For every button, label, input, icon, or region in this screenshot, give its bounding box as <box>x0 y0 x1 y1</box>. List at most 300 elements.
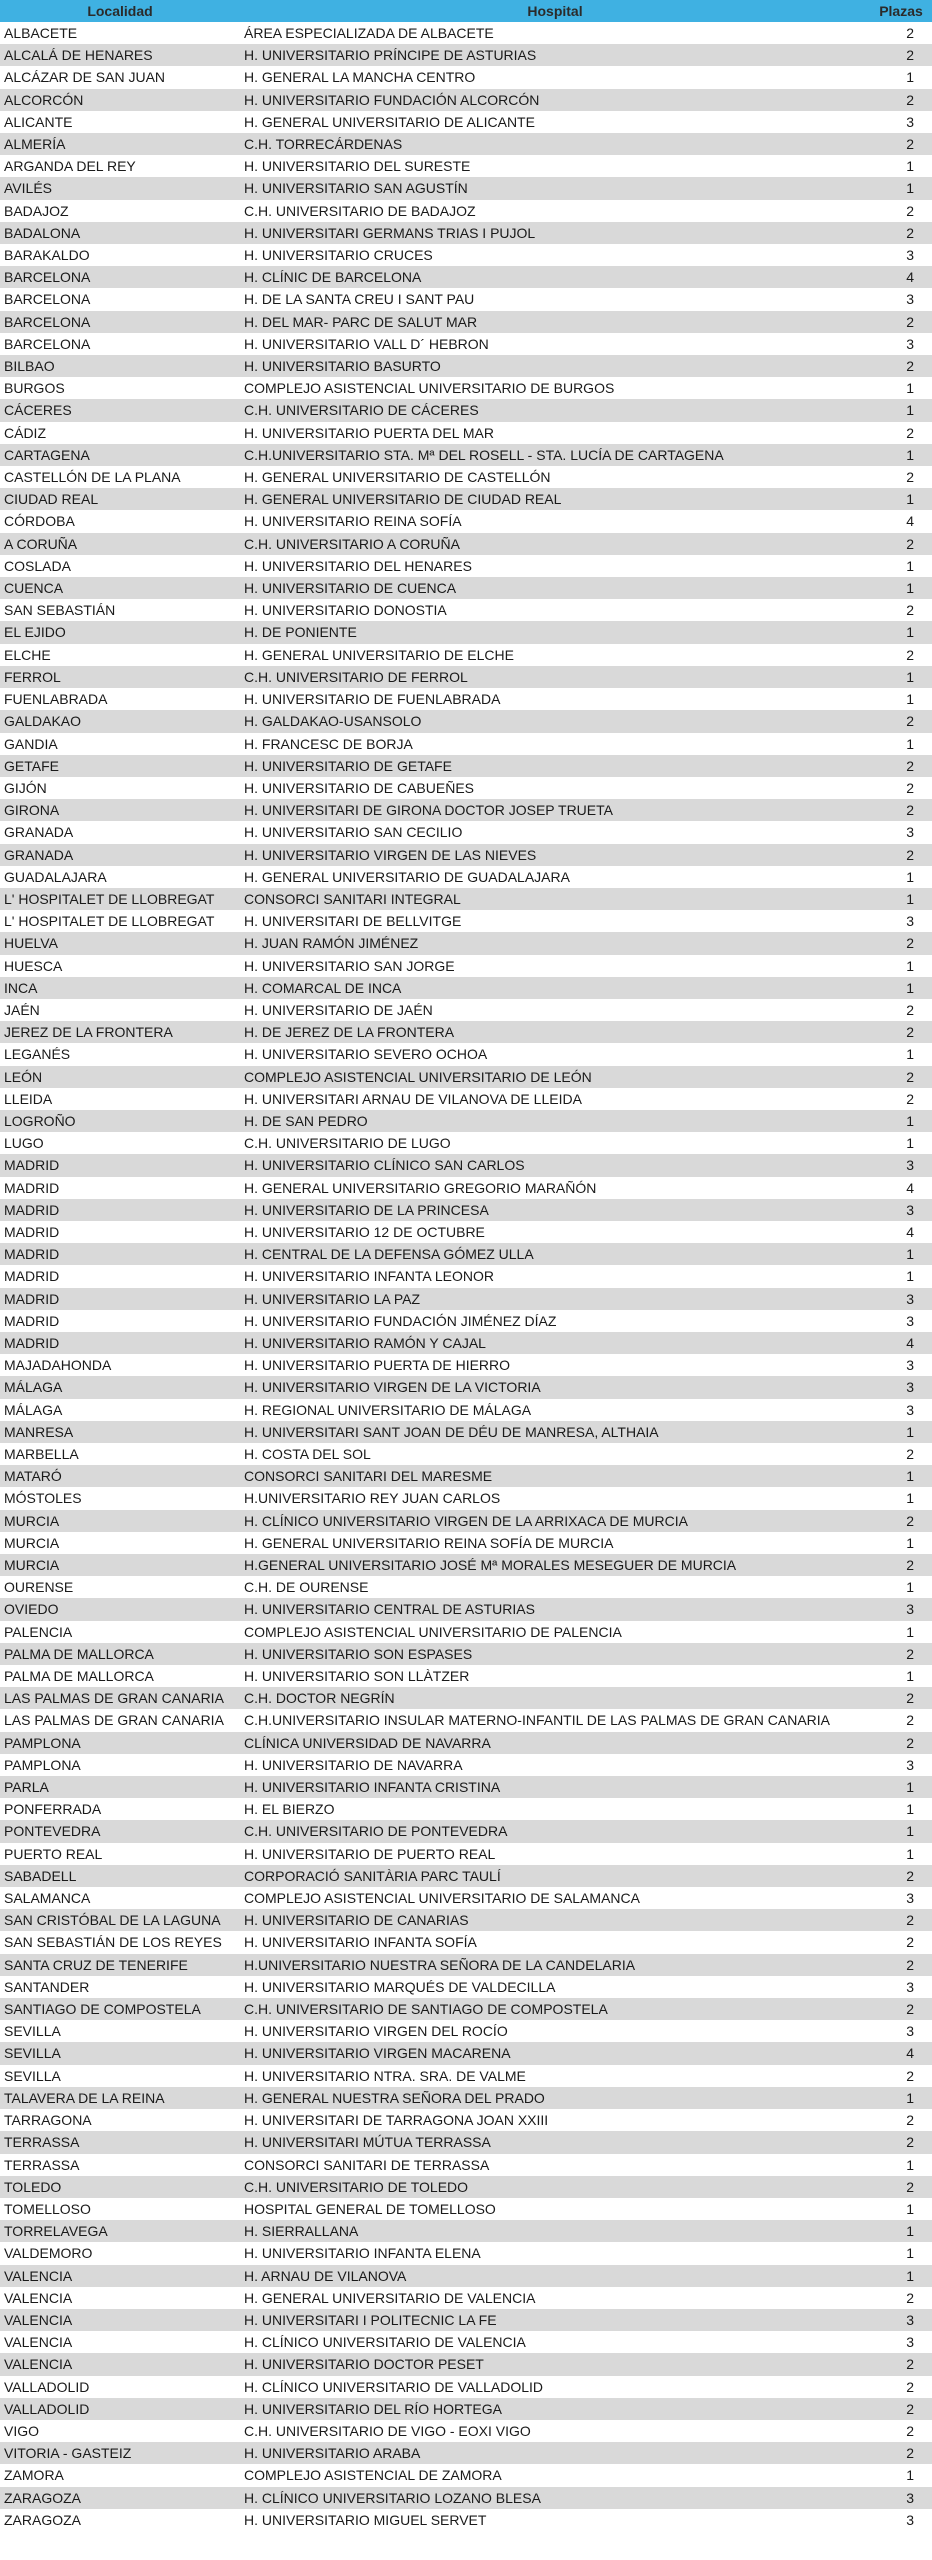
cell-hospital: CORPORACIÓ SANITÀRIA PARC TAULÍ <box>240 1865 870 1887</box>
cell-plazas: 4 <box>870 2042 932 2064</box>
table-row <box>0 2154 932 2176</box>
cell-hospital: H. GENERAL UNIVERSITARIO GREGORIO MARAÑÓN <box>240 1177 870 1199</box>
cell-plazas: 1 <box>870 377 932 399</box>
cell-hospital: HOSPITAL GENERAL DE TOMELLOSO <box>240 2198 870 2220</box>
cell-localidad: SANTA CRUZ DE TENERIFE <box>0 1954 240 1976</box>
cell-plazas: 3 <box>870 2487 932 2509</box>
table-row <box>0 177 932 199</box>
cell-localidad: HUESCA <box>0 955 240 977</box>
table-row <box>0 1576 932 1598</box>
cell-plazas: 1 <box>870 666 932 688</box>
cell-hospital: COMPLEJO ASISTENCIAL UNIVERSITARIO DE SALAMANCA <box>240 1887 870 1909</box>
table-body <box>0 22 932 2531</box>
cell-plazas: 1 <box>870 155 932 177</box>
cell-hospital: H. CLÍNICO UNIVERSITARIO DE VALLADOLID <box>240 2376 870 2398</box>
cell-localidad: MURCIA <box>0 1532 240 1554</box>
table-row <box>0 577 932 599</box>
cell-hospital: H. DE LA SANTA CREU I SANT PAU <box>240 288 870 310</box>
cell-hospital: C.H. UNIVERSITARIO DE PONTEVEDRA <box>240 1820 870 1842</box>
cell-plazas: 4 <box>870 1177 932 1199</box>
header-row <box>0 0 932 22</box>
table-row <box>0 799 932 821</box>
cell-plazas: 2 <box>870 2287 932 2309</box>
table-row <box>0 111 932 133</box>
cell-hospital: H. UNIVERSITARIO SON LLÀTZER <box>240 1665 870 1687</box>
cell-localidad: GUADALAJARA <box>0 866 240 888</box>
cell-plazas: 1 <box>870 866 932 888</box>
cell-plazas: 2 <box>870 1732 932 1754</box>
cell-plazas: 2 <box>870 599 932 621</box>
cell-plazas: 1 <box>870 1576 932 1598</box>
cell-plazas: 2 <box>870 1554 932 1576</box>
cell-localidad: TOLEDO <box>0 2176 240 2198</box>
cell-hospital: H.UNIVERSITARIO NUESTRA SEÑORA DE LA CANDELARIA <box>240 1954 870 1976</box>
cell-hospital: COMPLEJO ASISTENCIAL DE ZAMORA <box>240 2464 870 2486</box>
cell-plazas: 2 <box>870 755 932 777</box>
cell-hospital: COMPLEJO ASISTENCIAL UNIVERSITARIO DE LEÓN <box>240 1066 870 1088</box>
cell-plazas: 3 <box>870 111 932 133</box>
cell-localidad: MADRID <box>0 1199 240 1221</box>
cell-plazas: 2 <box>870 2442 932 2464</box>
table-row <box>0 2331 932 2353</box>
cell-hospital: H. UNIVERSITARIO DEL SURESTE <box>240 155 870 177</box>
table-row <box>0 2131 932 2153</box>
table-row <box>0 1332 932 1354</box>
cell-plazas: 1 <box>870 2242 932 2264</box>
cell-hospital: H. UNIVERSITARIO DE CUENCA <box>240 577 870 599</box>
table-row <box>0 1665 932 1687</box>
cell-localidad: PALMA DE MALLORCA <box>0 1643 240 1665</box>
cell-plazas: 1 <box>870 2265 932 2287</box>
cell-hospital: COMPLEJO ASISTENCIAL UNIVERSITARIO DE BURGOS <box>240 377 870 399</box>
cell-plazas: 1 <box>870 1621 932 1643</box>
cell-plazas: 2 <box>870 1998 932 2020</box>
cell-hospital: CONSORCI SANITARI INTEGRAL <box>240 888 870 910</box>
table-row <box>0 1310 932 1332</box>
cell-hospital: H.UNIVERSITARIO REY JUAN CARLOS <box>240 1487 870 1509</box>
cell-plazas: 2 <box>870 1687 932 1709</box>
table-row <box>0 2087 932 2109</box>
cell-localidad: GALDAKAO <box>0 710 240 732</box>
table-row <box>0 888 932 910</box>
cell-localidad: ALBACETE <box>0 22 240 44</box>
cell-plazas: 2 <box>870 2353 932 2375</box>
table-row <box>0 1132 932 1154</box>
cell-localidad: ELCHE <box>0 644 240 666</box>
cell-hospital: H. FRANCESC DE BORJA <box>240 733 870 755</box>
cell-plazas: 2 <box>870 2376 932 2398</box>
table-row <box>0 89 932 111</box>
cell-plazas: 1 <box>870 1798 932 1820</box>
cell-hospital: H. GENERAL UNIVERSITARIO DE CASTELLÓN <box>240 466 870 488</box>
cell-localidad: GIJÓN <box>0 777 240 799</box>
table-row <box>0 1043 932 1065</box>
table-row <box>0 1154 932 1176</box>
table-row <box>0 1177 932 1199</box>
cell-hospital: H. UNIVERSITARI MÚTUA TERRASSA <box>240 2131 870 2153</box>
cell-hospital: C.H.UNIVERSITARIO STA. Mª DEL ROSELL - STA. LUCÍA DE CARTAGENA <box>240 444 870 466</box>
table-row <box>0 1976 932 1998</box>
cell-localidad: PARLA <box>0 1776 240 1798</box>
cell-localidad: SANTIAGO DE COMPOSTELA <box>0 1998 240 2020</box>
cell-localidad: AVILÉS <box>0 177 240 199</box>
cell-plazas: 1 <box>870 1421 932 1443</box>
cell-hospital: H. UNIVERSITARIO LA PAZ <box>240 1288 870 1310</box>
table-row <box>0 2398 932 2420</box>
cell-plazas: 2 <box>870 1643 932 1665</box>
table-row <box>0 1221 932 1243</box>
table-row <box>0 755 932 777</box>
cell-plazas: 2 <box>870 2065 932 2087</box>
table-row <box>0 2065 932 2087</box>
cell-plazas: 2 <box>870 1088 932 1110</box>
table-row <box>0 555 932 577</box>
cell-plazas: 2 <box>870 999 932 1021</box>
table-row <box>0 1110 932 1132</box>
table-row <box>0 1554 932 1576</box>
table-row <box>0 1820 932 1842</box>
cell-hospital: ÁREA ESPECIALIZADA DE ALBACETE <box>240 22 870 44</box>
cell-hospital: H. UNIVERSITARI ARNAU DE VILANOVA DE LLEIDA <box>240 1088 870 1110</box>
cell-localidad: BARCELONA <box>0 311 240 333</box>
cell-hospital: H. CLÍNICO UNIVERSITARIO LOZANO BLESA <box>240 2487 870 2509</box>
table-row <box>0 44 932 66</box>
cell-localidad: TERRASSA <box>0 2131 240 2153</box>
table-row <box>0 488 932 510</box>
table-row <box>0 399 932 421</box>
cell-hospital: H. GENERAL UNIVERSITARIO REINA SOFÍA DE MURCIA <box>240 1532 870 1554</box>
cell-hospital: C.H. UNIVERSITARIO DE TOLEDO <box>240 2176 870 2198</box>
cell-hospital: H. UNIVERSITARIO CRUCES <box>240 244 870 266</box>
table-row <box>0 1843 932 1865</box>
cell-plazas: 2 <box>870 89 932 111</box>
cell-localidad: SEVILLA <box>0 2065 240 2087</box>
cell-localidad: LOGROÑO <box>0 1110 240 1132</box>
cell-hospital: H. UNIVERSITARIO VALL D´ HEBRON <box>240 333 870 355</box>
table-row <box>0 733 932 755</box>
cell-plazas: 3 <box>870 2331 932 2353</box>
cell-hospital: H. UNIVERSITARIO FUNDACIÓN ALCORCÓN <box>240 89 870 111</box>
cell-localidad: BURGOS <box>0 377 240 399</box>
cell-hospital: H. GENERAL UNIVERSITARIO DE GUADALAJARA <box>240 866 870 888</box>
cell-plazas: 2 <box>870 222 932 244</box>
cell-hospital: H. UNIVERSITARIO DE CANARIAS <box>240 1909 870 1931</box>
cell-plazas: 1 <box>870 177 932 199</box>
cell-localidad: TALAVERA DE LA REINA <box>0 2087 240 2109</box>
cell-plazas: 2 <box>870 133 932 155</box>
cell-localidad: COSLADA <box>0 555 240 577</box>
cell-localidad: VALENCIA <box>0 2287 240 2309</box>
cell-hospital: H. UNIVERSITARIO FUNDACIÓN JIMÉNEZ DÍAZ <box>240 1310 870 1332</box>
cell-plazas: 3 <box>870 1754 932 1776</box>
cell-plazas: 3 <box>870 288 932 310</box>
cell-hospital: H. REGIONAL UNIVERSITARIO DE MÁLAGA <box>240 1399 870 1421</box>
cell-localidad: EL EJIDO <box>0 621 240 643</box>
table-row <box>0 1931 932 1953</box>
table-row <box>0 1709 932 1731</box>
cell-hospital: H. UNIVERSITARIO DE CABUEÑES <box>240 777 870 799</box>
cell-hospital: H. UNIVERSITARIO SAN CECILIO <box>240 821 870 843</box>
cell-hospital: H. DE JEREZ DE LA FRONTERA <box>240 1021 870 1043</box>
cell-localidad: PUERTO REAL <box>0 1843 240 1865</box>
cell-hospital: H. UNIVERSITARIO DEL RÍO HORTEGA <box>240 2398 870 2420</box>
cell-localidad: GRANADA <box>0 821 240 843</box>
cell-plazas: 1 <box>870 688 932 710</box>
cell-localidad: ZARAGOZA <box>0 2509 240 2531</box>
cell-plazas: 3 <box>870 333 932 355</box>
table-row <box>0 2242 932 2264</box>
cell-plazas: 2 <box>870 777 932 799</box>
table-row <box>0 1421 932 1443</box>
cell-hospital: H. UNIVERSITARIO MIGUEL SERVET <box>240 2509 870 2531</box>
cell-plazas: 1 <box>870 488 932 510</box>
cell-hospital: H. UNIVERSITARIO SAN JORGE <box>240 955 870 977</box>
table-row <box>0 200 932 222</box>
table-row <box>0 1687 932 1709</box>
cell-localidad: TERRASSA <box>0 2154 240 2176</box>
cell-localidad: LEÓN <box>0 1066 240 1088</box>
cell-plazas: 1 <box>870 1465 932 1487</box>
cell-localidad: SEVILLA <box>0 2020 240 2042</box>
cell-localidad: BILBAO <box>0 355 240 377</box>
cell-hospital: H. UNIVERSITARIO DE GETAFE <box>240 755 870 777</box>
cell-plazas: 2 <box>870 1931 932 1953</box>
cell-plazas: 2 <box>870 466 932 488</box>
cell-plazas: 1 <box>870 1820 932 1842</box>
cell-localidad: JAÉN <box>0 999 240 1021</box>
table-row <box>0 1865 932 1887</box>
cell-localidad: SAN SEBASTIÁN <box>0 599 240 621</box>
cell-localidad: SABADELL <box>0 1865 240 1887</box>
cell-plazas: 4 <box>870 1332 932 1354</box>
cell-hospital: H.GENERAL UNIVERSITARIO JOSÉ Mª MORALES MESEGUER DE MURCIA <box>240 1554 870 1576</box>
cell-localidad: VALENCIA <box>0 2331 240 2353</box>
table-row <box>0 688 932 710</box>
table-row <box>0 288 932 310</box>
cell-hospital: H. GENERAL UNIVERSITARIO DE VALENCIA <box>240 2287 870 2309</box>
cell-plazas: 1 <box>870 1532 932 1554</box>
cell-localidad: GRANADA <box>0 844 240 866</box>
cell-localidad: MURCIA <box>0 1510 240 1532</box>
table-row <box>0 133 932 155</box>
cell-plazas: 1 <box>870 66 932 88</box>
header-plazas: Plazas <box>870 0 932 22</box>
table-row <box>0 955 932 977</box>
table-row <box>0 510 932 532</box>
cell-hospital: H. COSTA DEL SOL <box>240 1443 870 1465</box>
table-row <box>0 2309 932 2331</box>
cell-hospital: H. UNIVERSITARIO PRÍNCIPE DE ASTURIAS <box>240 44 870 66</box>
cell-localidad: MÁLAGA <box>0 1376 240 1398</box>
cell-localidad: MÓSTOLES <box>0 1487 240 1509</box>
cell-plazas: 1 <box>870 1243 932 1265</box>
cell-localidad: L' HOSPITALET DE LLOBREGAT <box>0 910 240 932</box>
cell-hospital: H. UNIVERSITARIO RAMÓN Y CAJAL <box>240 1332 870 1354</box>
table-row <box>0 2042 932 2064</box>
cell-plazas: 2 <box>870 1066 932 1088</box>
cell-plazas: 2 <box>870 355 932 377</box>
cell-plazas: 1 <box>870 444 932 466</box>
cell-plazas: 1 <box>870 955 932 977</box>
cell-hospital: H. UNIVERSITARI DE TARRAGONA JOAN XXIII <box>240 2109 870 2131</box>
cell-plazas: 2 <box>870 533 932 555</box>
cell-plazas: 3 <box>870 1598 932 1620</box>
cell-hospital: H. UNIVERSITARIO MARQUÉS DE VALDECILLA <box>240 1976 870 1998</box>
table-row <box>0 1288 932 1310</box>
cell-plazas: 2 <box>870 932 932 954</box>
cell-localidad: MADRID <box>0 1243 240 1265</box>
cell-plazas: 2 <box>870 2176 932 2198</box>
cell-hospital: H. UNIVERSITARIO CENTRAL DE ASTURIAS <box>240 1598 870 1620</box>
cell-localidad: ALMERÍA <box>0 133 240 155</box>
table-row <box>0 999 932 1021</box>
cell-hospital: H. SIERRALLANA <box>240 2220 870 2242</box>
cell-hospital: C.H. UNIVERSITARIO DE SANTIAGO DE COMPOSTELA <box>240 1998 870 2020</box>
table-row <box>0 266 932 288</box>
cell-plazas: 1 <box>870 555 932 577</box>
table-row <box>0 533 932 555</box>
cell-localidad: BARCELONA <box>0 288 240 310</box>
cell-plazas: 4 <box>870 1221 932 1243</box>
cell-localidad: L' HOSPITALET DE LLOBREGAT <box>0 888 240 910</box>
cell-localidad: VIGO <box>0 2420 240 2442</box>
cell-hospital: C.H. UNIVERSITARIO DE FERROL <box>240 666 870 688</box>
cell-plazas: 3 <box>870 2020 932 2042</box>
cell-localidad: JEREZ DE LA FRONTERA <box>0 1021 240 1043</box>
cell-localidad: MADRID <box>0 1288 240 1310</box>
table-row <box>0 422 932 444</box>
table-row <box>0 222 932 244</box>
table-row <box>0 355 932 377</box>
cell-localidad: MÁLAGA <box>0 1399 240 1421</box>
cell-hospital: H. UNIVERSITARIO DONOSTIA <box>240 599 870 621</box>
cell-plazas: 1 <box>870 399 932 421</box>
cell-localidad: BARCELONA <box>0 333 240 355</box>
cell-localidad: ZARAGOZA <box>0 2487 240 2509</box>
cell-localidad: MADRID <box>0 1310 240 1332</box>
cell-localidad: VALENCIA <box>0 2353 240 2375</box>
cell-localidad: ARGANDA DEL REY <box>0 155 240 177</box>
table-row <box>0 1510 932 1532</box>
table-row <box>0 2020 932 2042</box>
cell-hospital: H. UNIVERSITARI SANT JOAN DE DÉU DE MANRESA, ALTHAIA <box>240 1421 870 1443</box>
cell-localidad: CARTAGENA <box>0 444 240 466</box>
cell-plazas: 3 <box>870 1376 932 1398</box>
cell-plazas: 1 <box>870 977 932 999</box>
cell-localidad: BARAKALDO <box>0 244 240 266</box>
table-row <box>0 1998 932 2020</box>
table-row <box>0 932 932 954</box>
cell-hospital: H. UNIVERSITARI GERMANS TRIAS I PUJOL <box>240 222 870 244</box>
cell-hospital: C.H. DOCTOR NEGRÍN <box>240 1687 870 1709</box>
cell-localidad: ALCALÁ DE HENARES <box>0 44 240 66</box>
cell-localidad: VITORIA - GASTEIZ <box>0 2442 240 2464</box>
cell-plazas: 1 <box>870 2220 932 2242</box>
cell-plazas: 1 <box>870 577 932 599</box>
cell-hospital: H. UNIVERSITARIO DE NAVARRA <box>240 1754 870 1776</box>
cell-hospital: C.H. TORRECÁRDENAS <box>240 133 870 155</box>
cell-localidad: A CORUÑA <box>0 533 240 555</box>
cell-hospital: H. GALDAKAO-USANSOLO <box>240 710 870 732</box>
cell-plazas: 2 <box>870 1954 932 1976</box>
cell-hospital: H. UNIVERSITARIO NTRA. SRA. DE VALME <box>240 2065 870 2087</box>
cell-plazas: 2 <box>870 1021 932 1043</box>
cell-plazas: 3 <box>870 1154 932 1176</box>
cell-plazas: 2 <box>870 44 932 66</box>
cell-localidad: SAN CRISTÓBAL DE LA LAGUNA <box>0 1909 240 1931</box>
cell-localidad: OURENSE <box>0 1576 240 1598</box>
table-row <box>0 2376 932 2398</box>
cell-localidad: MANRESA <box>0 1421 240 1443</box>
table-row <box>0 821 932 843</box>
cell-localidad: VALENCIA <box>0 2309 240 2331</box>
cell-plazas: 2 <box>870 311 932 333</box>
cell-hospital: H. CLÍNICO UNIVERSITARIO DE VALENCIA <box>240 2331 870 2353</box>
table-row <box>0 1354 932 1376</box>
cell-plazas: 3 <box>870 1310 932 1332</box>
cell-localidad: PAMPLONA <box>0 1732 240 1754</box>
table-row <box>0 1399 932 1421</box>
table-row <box>0 2464 932 2486</box>
table-row <box>0 2353 932 2375</box>
table-row <box>0 244 932 266</box>
cell-localidad: LEGANÉS <box>0 1043 240 1065</box>
cell-localidad: SAN SEBASTIÁN DE LOS REYES <box>0 1931 240 1953</box>
header-hospital: Hospital <box>240 0 870 22</box>
cell-localidad: CÁDIZ <box>0 422 240 444</box>
cell-hospital: CONSORCI SANITARI DEL MARESME <box>240 1465 870 1487</box>
cell-localidad: PALMA DE MALLORCA <box>0 1665 240 1687</box>
cell-hospital: C.H. UNIVERSITARIO DE BADAJOZ <box>240 200 870 222</box>
table-row <box>0 22 932 44</box>
cell-plazas: 1 <box>870 1043 932 1065</box>
table-row <box>0 1887 932 1909</box>
table-row <box>0 1798 932 1820</box>
table-row <box>0 377 932 399</box>
cell-localidad: TORRELAVEGA <box>0 2220 240 2242</box>
cell-plazas: 2 <box>870 2398 932 2420</box>
cell-localidad: MATARÓ <box>0 1465 240 1487</box>
cell-hospital: C.H. UNIVERSITARIO DE VIGO - EOXI VIGO <box>240 2420 870 2442</box>
table-row <box>0 2265 932 2287</box>
table-row <box>0 333 932 355</box>
cell-localidad: VALDEMORO <box>0 2242 240 2264</box>
table-row <box>0 710 932 732</box>
cell-localidad: CIUDAD REAL <box>0 488 240 510</box>
cell-localidad: PONFERRADA <box>0 1798 240 1820</box>
cell-hospital: H. GENERAL UNIVERSITARIO DE ELCHE <box>240 644 870 666</box>
cell-localidad: ALICANTE <box>0 111 240 133</box>
header-localidad: Localidad <box>0 0 240 22</box>
cell-hospital: H. UNIVERSITARIO DE FUENLABRADA <box>240 688 870 710</box>
cell-plazas: 1 <box>870 1265 932 1287</box>
cell-plazas: 1 <box>870 1776 932 1798</box>
cell-localidad: MADRID <box>0 1265 240 1287</box>
table-row <box>0 1621 932 1643</box>
cell-plazas: 3 <box>870 1399 932 1421</box>
cell-localidad: FUENLABRADA <box>0 688 240 710</box>
table-row <box>0 2287 932 2309</box>
cell-localidad: MADRID <box>0 1154 240 1176</box>
cell-plazas: 1 <box>870 1843 932 1865</box>
cell-hospital: H. UNIVERSITARIO INFANTA SOFÍA <box>240 1931 870 1953</box>
cell-hospital: H. UNIVERSITARIO CLÍNICO SAN CARLOS <box>240 1154 870 1176</box>
cell-plazas: 2 <box>870 1443 932 1465</box>
cell-plazas: 2 <box>870 844 932 866</box>
cell-hospital: H. GENERAL UNIVERSITARIO DE ALICANTE <box>240 111 870 133</box>
cell-localidad: GANDIA <box>0 733 240 755</box>
cell-plazas: 1 <box>870 2464 932 2486</box>
